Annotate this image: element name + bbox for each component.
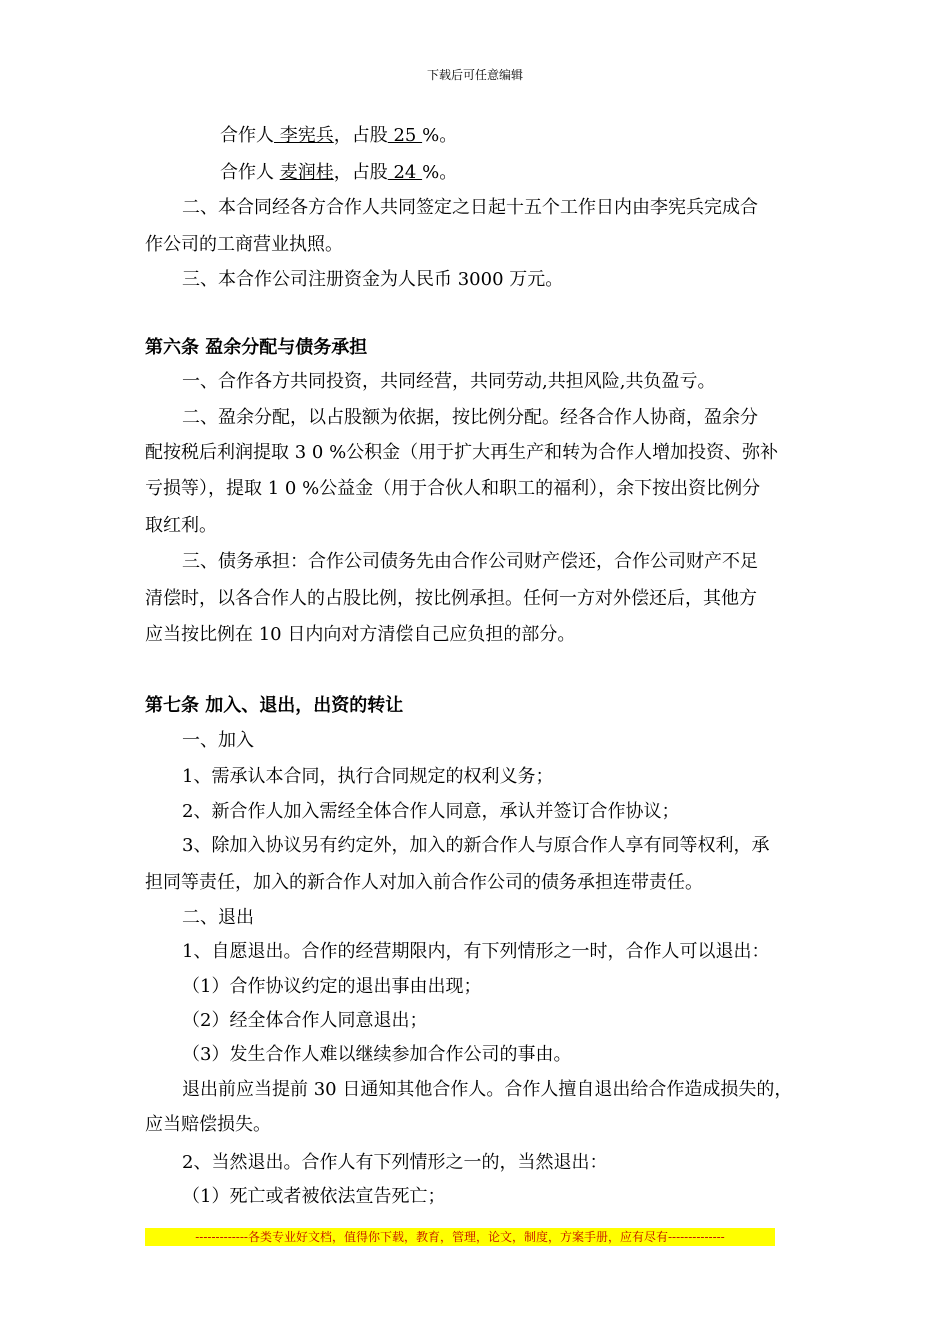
footer-banner: -------------各类专业好文档，值得你下载，教育，管理，论文，制度，方案手册，应有尽有-------------- [145,1228,775,1246]
partner-share-value: 24 [387,162,423,183]
paragraph-line: 三、本合作公司注册资金为人民币 3000 万元。 [182,269,564,290]
paragraph-line: 三、债务承担：合作公司债务先由合作公司财产偿还，合作公司财产不足 [182,551,758,572]
partner-suffix: %。 [422,125,458,146]
paragraph-line: 二、本合同经各方合作人共同签定之日起十五个工作日内由李宪兵完成合 [182,197,758,218]
paragraph-line: 1、需承认本合同，执行合同规定的权利义务； [182,766,554,787]
paragraph-line: 一、合作各方共同投资，共同经营，共同劳动,共担风险,共负盈亏。 [182,371,716,392]
paragraph-line: 取红利。 [145,515,217,536]
paragraph-line: （1）死亡或者被依法宣告死亡； [182,1186,446,1207]
paragraph-line: （1）合作协议约定的退出事由出现； [182,976,482,997]
section-heading: 第六条 盈余分配与债务承担 [145,337,368,358]
partner-prefix: 合作人 [220,125,274,146]
partner-suffix: %。 [422,162,458,183]
paragraph-line: 一、加入 [182,730,254,751]
paragraph-line: （3）发生合作人难以继续参加合作公司的事由。 [182,1044,572,1065]
paragraph-line: （2）经全体合作人同意退出； [182,1010,428,1031]
paragraph-line: 3、除加入协议另有约定外，加入的新合作人与原合作人享有同等权利，承 [182,835,770,856]
paragraph-line: 应当按比例在 10 日内向对方清偿自己应负担的部分。 [145,624,576,645]
partner-line [220,124,457,148]
partner-share-label: ，占股 [333,125,388,146]
paragraph-line: 1、自愿退出。合作的经营期限内，有下列情形之一时，合作人可以退出： [182,941,770,962]
paragraph-line: 2、当然退出。合作人有下列情形之一的，当然退出： [182,1152,608,1173]
section-heading: 第七条 加入、退出，出资的转让 [145,695,404,716]
paragraph-line: 担同等责任，加入的新合作人对加入前合作公司的债务承担连带责任。 [145,872,703,893]
partner-name: 李宪兵 [274,125,334,146]
paragraph-line: 配按税后利润提取 3 0 %公积金（用于扩大再生产和转为合作人增加投资、弥补 [145,442,779,463]
page-header: 下载后可任意编辑 [426,68,523,82]
partner-prefix: 合作人 [220,162,280,183]
paragraph-line: 应当赔偿损失。 [145,1114,271,1135]
partner-share-value: 25 [387,125,423,146]
paragraph-line: 清偿时，以各合作人的占股比例，按比例承担。任何一方对外偿还后，其他方 [145,588,757,609]
paragraph-line: 二、退出 [182,907,254,928]
paragraph-line: 作公司的工商营业执照。 [145,234,343,255]
paragraph-line: 亏损等），提取 1 0 %公益金（用于合伙人和职工的福利），余下按出资比例分 [145,478,761,499]
paragraph-line: 退出前应当提前 30 日通知其他合作人。合作人擅自退出给合作造成损失的， [182,1079,793,1100]
paragraph-line: 2、新合作人加入需经全体合作人同意，承认并签订合作协议； [182,801,680,822]
paragraph-line: 二、盈余分配，以占股额为依据，按比例分配。经各合作人协商，盈余分 [182,407,758,428]
partner-name: 麦润桂 [279,162,334,183]
partner-line [220,161,457,185]
partner-share-label: ，占股 [333,162,388,183]
